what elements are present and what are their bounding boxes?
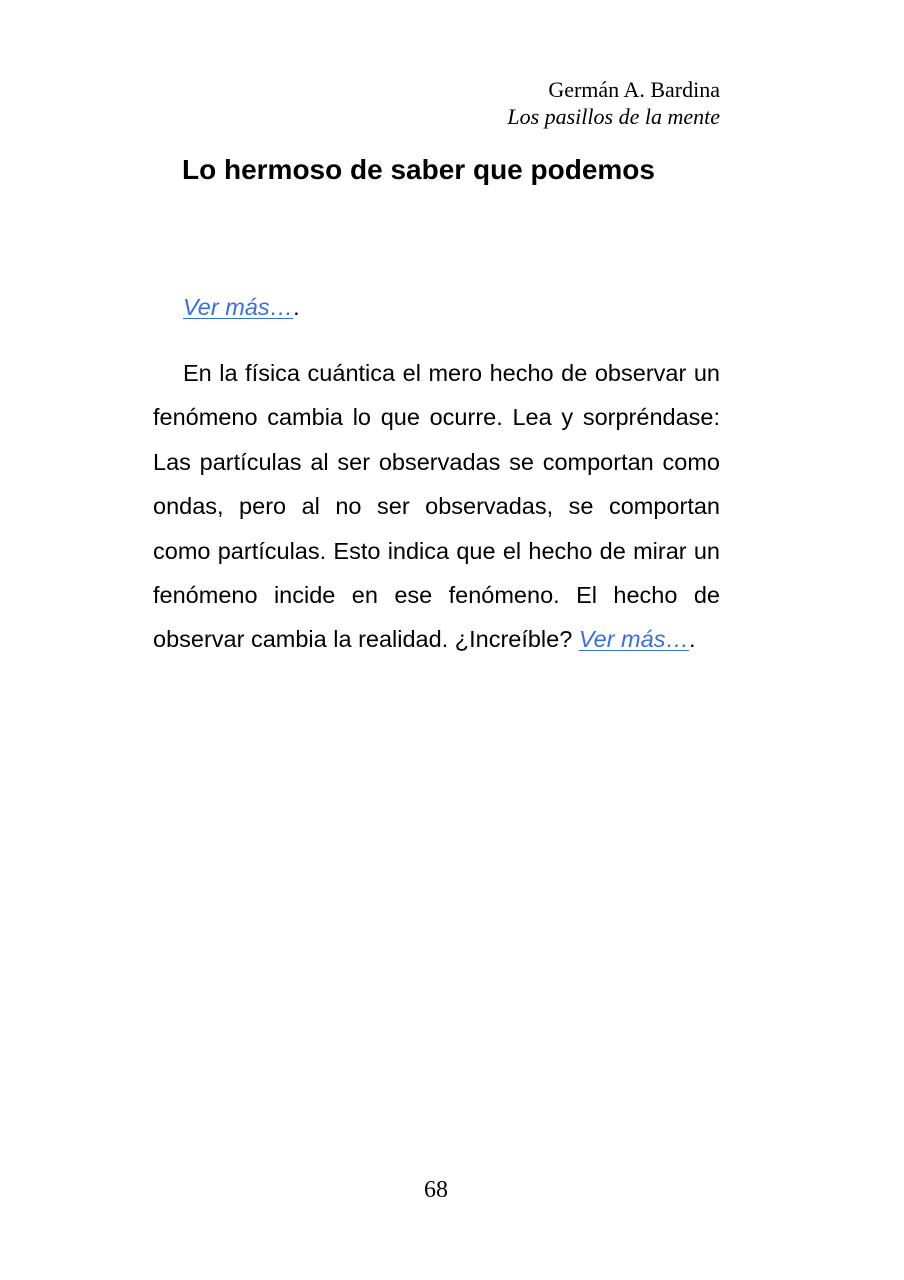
page-number: 68 (424, 1177, 448, 1203)
chapter-title: Lo hermoso de saber que podemos (182, 154, 655, 185)
book-title: Los pasillos de la mente (507, 104, 720, 129)
ver-mas-link-2[interactable]: Ver más… (578, 626, 689, 653)
running-header (507, 76, 720, 130)
ver-mas-link-1[interactable]: Ver más… (183, 294, 294, 320)
paragraph-1-trailing: . (293, 294, 300, 320)
paragraph-link-only (153, 285, 720, 329)
paragraph-body (153, 351, 720, 662)
paragraph-2-text: En la física cuántica el mero hecho de observar un fenómeno cambia lo que ocurre. Lea y sorpréndase: Las partículas al ser observadas se comportan como ondas, pero al no ser observadas, se comportan como partículas. Esto indica que el hecho de mirar un fenómeno incide en ese fenómeno. El hecho de observar cambia la realidad. ¿Increíble? (153, 360, 720, 653)
author-name: Germán A. Bardina (548, 77, 720, 102)
paragraph-2-trailing: . (688, 626, 696, 653)
